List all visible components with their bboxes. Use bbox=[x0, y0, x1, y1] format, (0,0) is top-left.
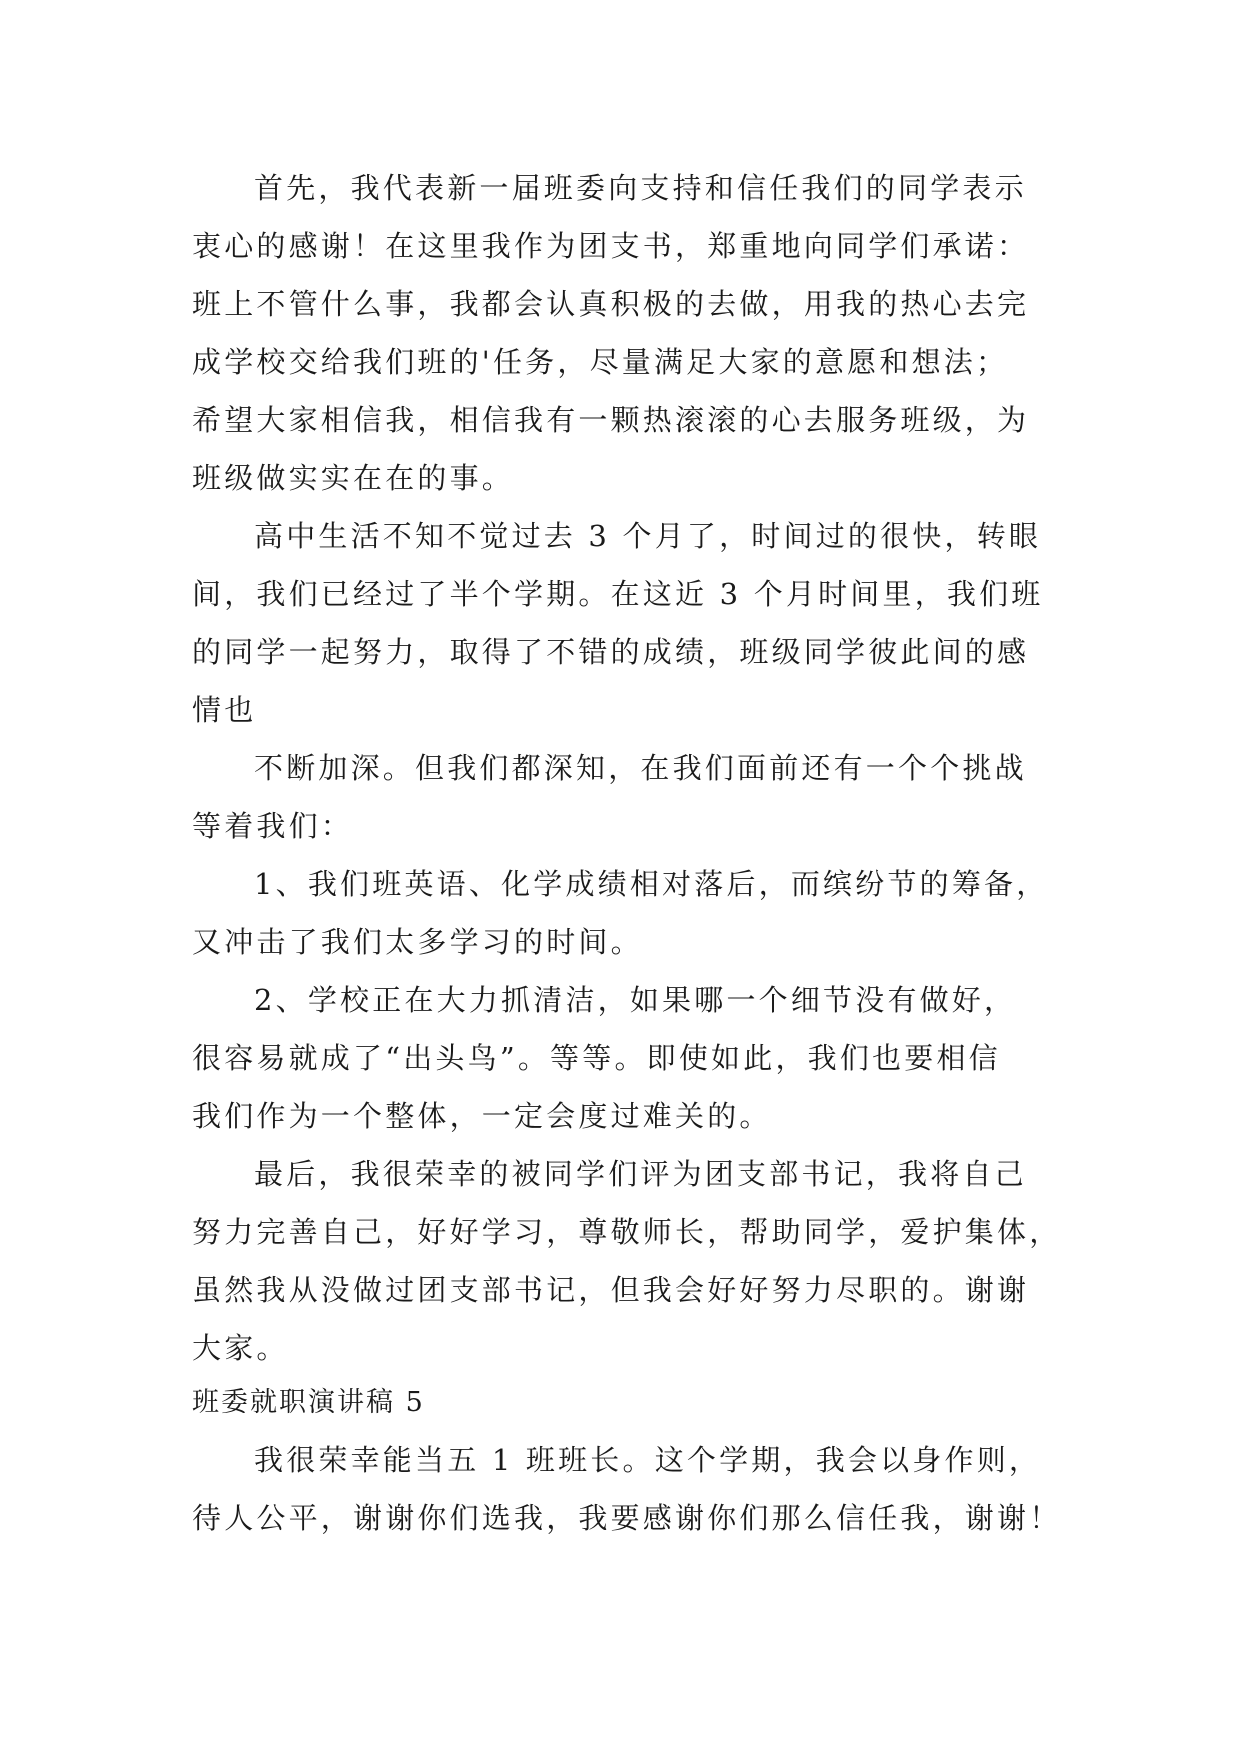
paragraph-line: 我们作为一个整体，一定会度过难关的。 bbox=[192, 1099, 772, 1133]
paragraph-line: 1、我们班英语、化学成绩相对落后，而缤纷节的筹备， bbox=[254, 867, 1049, 901]
paragraph-line: 班上不管什么事，我都会认真积极的去做，用我的热心去完 bbox=[192, 287, 1030, 321]
paragraph-line: 成学校交给我们班的'任务，尽量满足大家的意愿和想法； bbox=[192, 345, 1009, 379]
paragraph-line: 最后，我很荣幸的被同学们评为团支部书记，我将自己 bbox=[254, 1157, 1027, 1191]
paragraph-line: 衷心的感谢！在这里我作为团支书，郑重地向同学们承诺： bbox=[192, 229, 1030, 263]
paragraph-line: 又冲击了我们太多学习的时间。 bbox=[192, 925, 643, 959]
paragraph-line: 不断加深。但我们都深知，在我们面前还有一个个挑战 bbox=[254, 751, 1027, 785]
paragraph-line: 2、学校正在大力抓清洁，如果哪一个细节没有做好， bbox=[254, 983, 1017, 1017]
paragraph-line: 高中生活不知不觉过去 3 个月了，时间过的很快，转眼 bbox=[254, 519, 1042, 553]
paragraph-line: 待人公平，谢谢你们选我，我要感谢你们那么信任我，谢谢！ bbox=[192, 1501, 1062, 1535]
paragraph-line: 间，我们已经过了半个学期。在这近 3 个月时间里，我们班 bbox=[192, 577, 1044, 611]
paragraph-line: 虽然我从没做过团支部书记，但我会好好努力尽职的。谢谢 bbox=[192, 1273, 1030, 1307]
paragraph-line: 希望大家相信我，相信我有一颗热滚滚的心去服务班级，为 bbox=[192, 403, 1030, 437]
paragraph-line: 的同学一起努力，取得了不错的成绩，班级同学彼此间的感 bbox=[192, 635, 1030, 669]
paragraph-line: 我很荣幸能当五 1 班班长。这个学期，我会以身作则， bbox=[254, 1443, 1042, 1477]
paragraph-line: 努力完善自己，好好学习，尊敬师长，帮助同学，爱护集体， bbox=[192, 1215, 1062, 1249]
paragraph-line: 很容易就成了“出头鸟”。等等。即使如此，我们也要相信 bbox=[192, 1041, 1001, 1075]
paragraph-line: 大家。 bbox=[192, 1331, 289, 1365]
paragraph-line: 等着我们： bbox=[192, 809, 354, 843]
section-heading: 班委就职演讲稿 5 bbox=[192, 1387, 425, 1418]
paragraph-line: 情也 bbox=[192, 693, 257, 727]
paragraph-line: 班级做实实在在的事。 bbox=[192, 461, 515, 495]
paragraph-line: 首先，我代表新一届班委向支持和信任我们的同学表示 bbox=[254, 171, 1027, 205]
